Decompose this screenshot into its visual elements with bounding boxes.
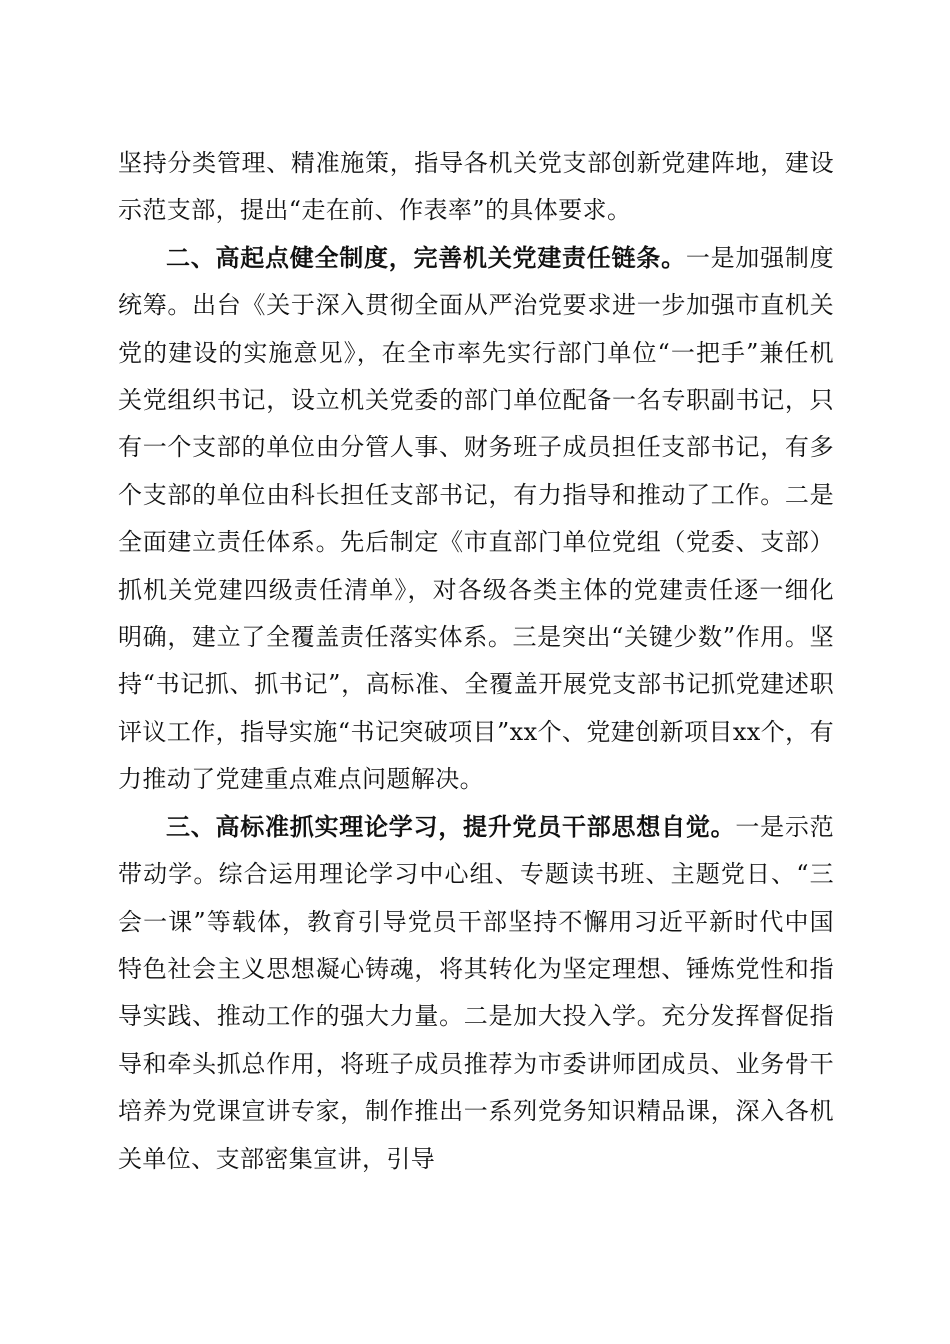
paragraph-section-two: [118, 235, 834, 804]
document-body: [118, 140, 834, 1183]
section-heading: 二、高起点健全制度，完善机关党建责任链条。: [166, 243, 686, 272]
section-heading: 三、高标准抓实理论学习，提升党员干部思想自觉。: [166, 812, 736, 841]
paragraph-body: 一是示范带动学。综合运用理论学习中心组、专题读书班、主题党日、“三会一课”等载体，教育引导党员干部坚持不懈用习近平新时代中国特色社会主义思想凝心铸魂，将其转化为坚定理想、锤炼党性和指导实践、推动工作的强大力量。二是加大投入学。充分发挥督促指导和牵头抓总作用，将班子成员推荐为市委讲师团成员、业务骨干培养为党课宣讲专家，制作推出一系列党务知识精品课，深入各机关单位、支部密集宣讲，引导: [118, 812, 834, 1173]
paragraph-body: 一是加强制度统筹。出台《关于深入贯彻全面从严治党要求进一步加强市直机关党的建设的实施意见》，在全市率先实行部门单位“一把手”兼任机关党组织书记，设立机关党委的部门单位配备一名专职副书记，只有一个支部的单位由分管人事、财务班子成员担任支部书记，有多个支部的单位由科长担任支部书记，有力指导和推动了工作。二是全面建立责任体系。先后制定《市直部门单位党组（党委、支部）抓机关党建四级责任清单》，对各级各类主体的党建责任逐一细化明确，建立了全覆盖责任落实体系。三是突出“关键少数”作用。坚持“书记抓、抓书记”，高标准、全覆盖开展党支部书记抓党建述职评议工作，指导实施“书记突破项目”xx个、党建创新项目xx个，有力推动了党建重点难点问题解决。: [118, 243, 834, 794]
paragraph-body: 坚持分类管理、精准施策，指导各机关党支部创新党建阵地，建设示范支部，提出“走在前、作表率”的具体要求。: [118, 149, 834, 225]
paragraph-section-three: [118, 804, 834, 1183]
paragraph-continuation: [118, 140, 834, 235]
